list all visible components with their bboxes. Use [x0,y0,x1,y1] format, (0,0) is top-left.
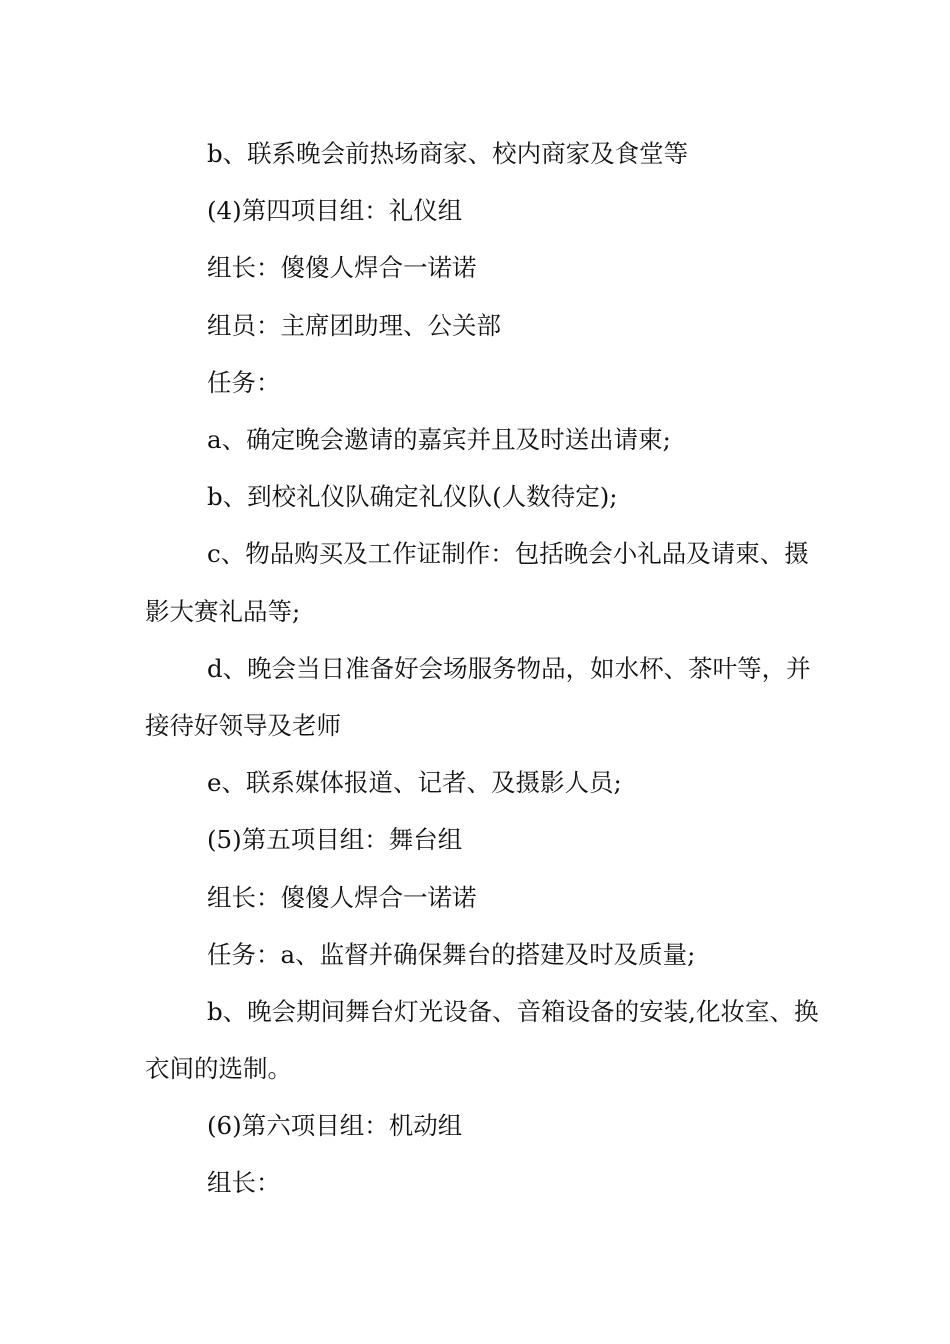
paragraph-flex-leader: 组长： [207,1168,281,1198]
paragraph-task-e: e、联系媒体报道、记者、及摄影人员; [207,768,622,798]
paragraph-task-a: a、确定晚会邀请的嘉宾并且及时送出请柬; [207,424,671,454]
paragraph-tasks-label: 任务： [207,367,281,397]
document-body [145,125,830,1212]
paragraph-group-members: 组员：主席团助理、公关部 [207,310,501,340]
paragraph-stage-task-b: b、晚会期间舞台灯光设备、音箱设备的安装,化妆室、换衣间的选制。 [145,996,819,1084]
paragraph-stage-leader: 组长：傻傻人焊合一诺诺 [207,882,477,912]
heading-group-5: (5)第五项目组：舞台组 [207,825,463,855]
paragraph-stage-task-a: 任务：a、监督并确保舞台的搭建及时及质量; [207,939,696,969]
heading-group-4: (4)第四项目组：礼仪组 [207,196,463,226]
paragraph-task-c: c、物品购买及工作证制作：包括晚会小礼品及请柬、摄影大赛礼品等; [145,539,809,626]
heading-group-6: (6)第六项目组：机动组 [207,1111,463,1141]
paragraph-contact-merchants: b、联系晚会前热场商家、校内商家及食堂等 [207,139,689,168]
paragraph-task-b: b、到校礼仪队确定礼仪队(人数待定); [207,482,618,512]
paragraph-task-d: d、晚会当日准备好会场服务物品，如水杯、茶叶等，并接待好领导及老师 [145,653,811,740]
paragraph-group-leader: 组长：傻傻人焊合一诺诺 [207,253,477,283]
